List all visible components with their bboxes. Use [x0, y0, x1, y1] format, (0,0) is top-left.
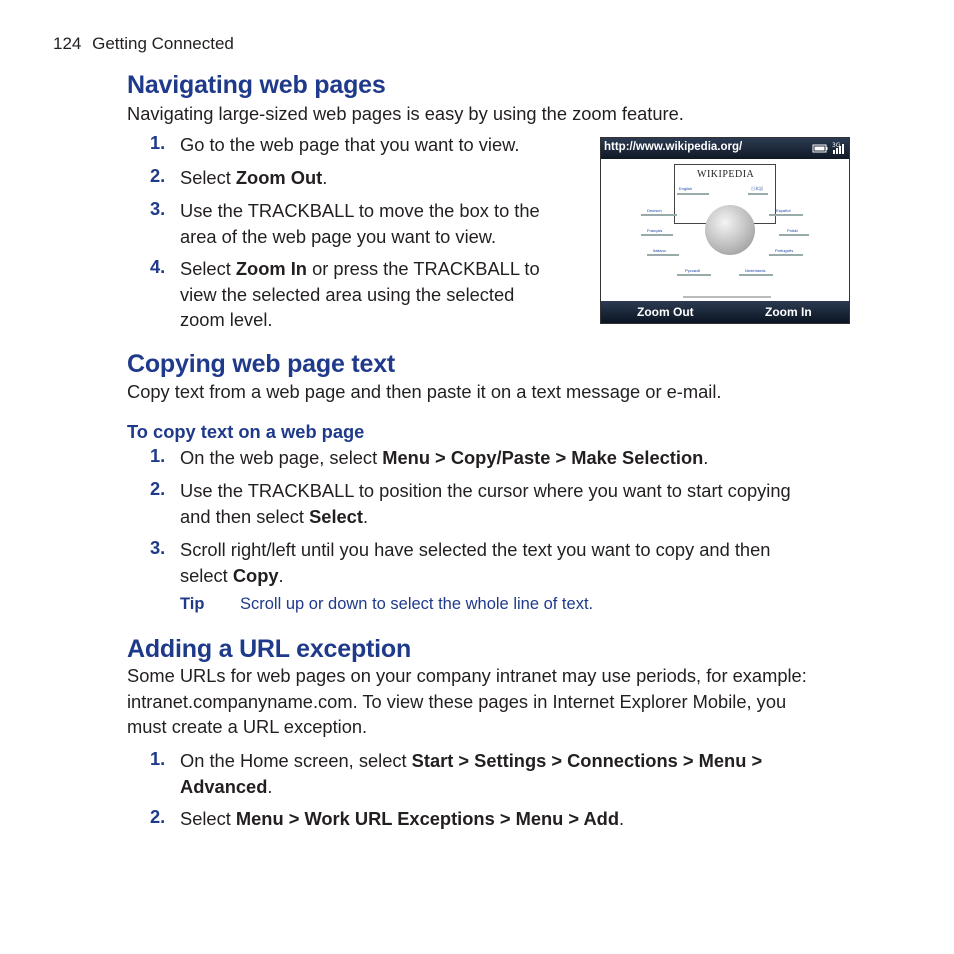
battery-signal-icon [811, 141, 845, 155]
step-text: On the web page, select Menu > Copy/Paste > Make Selection. [180, 447, 709, 468]
language-link[interactable]: Nederlands [745, 268, 766, 273]
step-number: 1. [150, 445, 166, 466]
step-text: Use the TRACKBALL to position the cursor where you want to start copying and then select Select. [180, 480, 791, 527]
running-header [53, 34, 234, 54]
step-number: 3. [150, 537, 166, 558]
step-number: 1. [150, 748, 166, 769]
step-number: 2. [150, 165, 166, 186]
step-number: 4. [150, 256, 166, 277]
language-link[interactable]: Polski [787, 228, 798, 233]
phone-screenshot [600, 137, 850, 324]
language-link[interactable]: Русский [685, 268, 700, 273]
step-text: Select Zoom In or press the TRACKBALL to view the selected area using the selected zoom level. [180, 258, 540, 330]
step-text: Select Menu > Work URL Exceptions > Menu > Add. [180, 808, 625, 829]
url-text: http://www.wikipedia.org/ [604, 141, 743, 153]
step-text: Select Zoom Out. [180, 167, 328, 188]
step-number: 2. [150, 478, 166, 499]
tip-label: Tip [180, 595, 205, 613]
wikipedia-logo-text: WIKIPEDIA [697, 169, 755, 180]
language-link[interactable]: Français [647, 228, 663, 233]
browser-address-bar [601, 138, 849, 159]
step-number: 2. [150, 806, 166, 827]
procedure-subheading: To copy text on a web page [127, 421, 365, 442]
language-link[interactable]: Italiano [653, 248, 666, 253]
section-heading-navigating: Navigating web pages [127, 71, 386, 99]
wikipedia-globe-icon [705, 205, 755, 255]
step-text: Use the TRACKBALL to move the box to the area of the web page you want to view. [180, 200, 540, 247]
page-number: 124 [53, 34, 82, 53]
step-text: Scroll right/left until you have selected the text you want to copy and then select Copy. [180, 539, 771, 586]
language-link[interactable]: 日本語 [751, 186, 763, 191]
step-text: On the Home screen, select Start > Settings > Connections > Menu > Advanced. [180, 750, 763, 797]
language-link[interactable]: Español [776, 208, 791, 213]
section-heading-copying: Copying web page text [127, 350, 396, 378]
step-number: 1. [150, 132, 166, 153]
tip-text: Scroll up or down to select the whole line of text. [240, 595, 594, 613]
step-number: 3. [150, 198, 166, 219]
section-intro-url-exception: Some URLs for web pages on your company intranet may use periods, for example: intranet.companyname.com. To view these pages in Internet Explorer Mobile, you must create a URL exception. [127, 665, 807, 737]
section-intro-copying: Copy text from a web page and then paste it on a text message or e-mail. [127, 381, 722, 402]
section-heading-url-exception: Adding a URL exception [127, 635, 412, 663]
language-link[interactable]: English [679, 186, 693, 191]
softkey-zoom-out[interactable]: Zoom Out [637, 305, 694, 319]
language-link[interactable]: Deutsch [647, 208, 662, 213]
chapter-title: Getting Connected [92, 34, 234, 53]
softkey-zoom-in[interactable]: Zoom In [765, 305, 812, 319]
softkey-bar [601, 301, 849, 323]
step-text: Go to the web page that you want to view. [180, 134, 520, 155]
language-link[interactable]: Português [775, 248, 794, 253]
svg-text:3G: 3G [832, 142, 841, 149]
section-intro-navigating: Navigating large-sized web pages is easy by using the zoom feature. [127, 103, 684, 124]
